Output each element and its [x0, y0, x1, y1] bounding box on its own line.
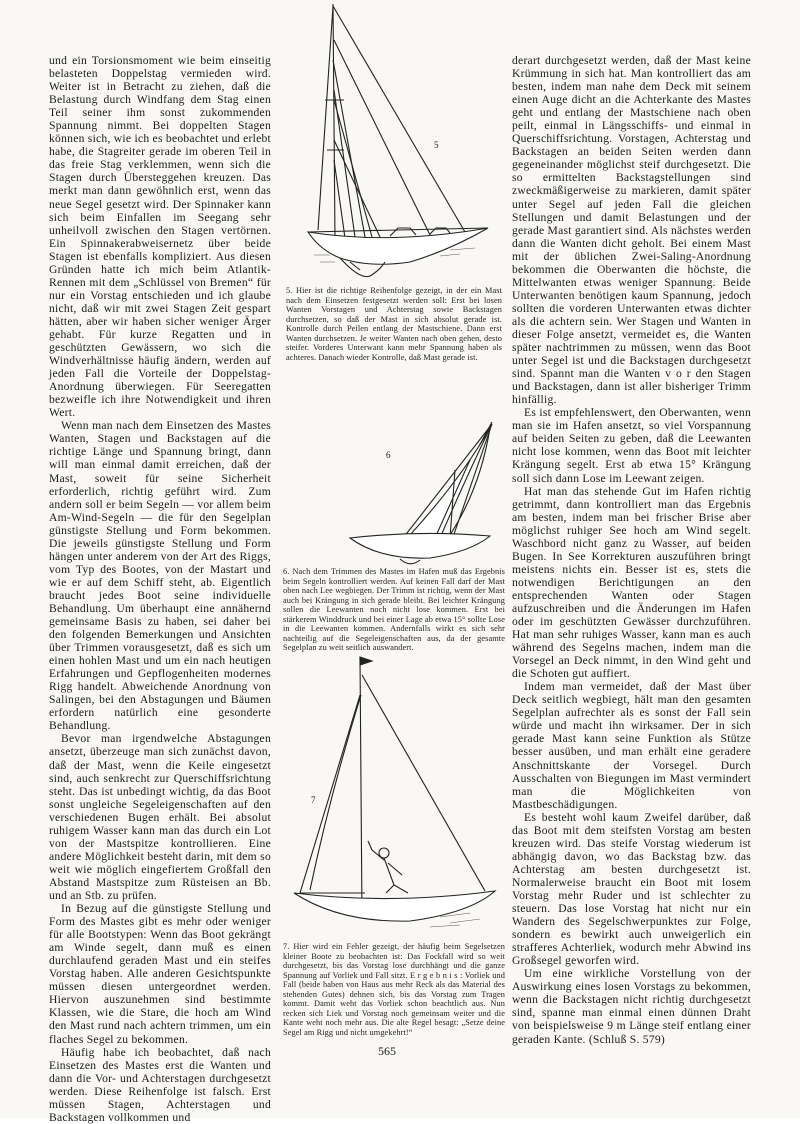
- right-text-column: [512, 54, 751, 1046]
- paragraph: Hat man das stehende Gut im Hafen richtig getrimmt, dann kontrolliert man das Ergebnis am besten, indem man bei frischer Brise aber möglichst ruhiger See hoch am Wind segelt. Waschbord nicht ganz zu Wasser, auf beiden Bugen. In See Korrekturen auszuführen bringt meistens nichts ein. Besser ist es, stets die notwendigen Berichtigungen an den entsprechenden Wanten oder Stagen aufzuschreiben und die Änderungen im Hafen oder im geschützten Gewässer durchzuführen. Hat man sehr ruhiges Wasser, kann man es auch während des Segelns machen, indem man die Vorsegel an Deck nimmt, in den Wind geht und die Schoten gut auffiert.: [512, 484, 751, 681]
- figure-6-caption: 6. Nach dem Trimmen des Mastes im Hafen muß das Ergebnis beim Segeln kontrolliert werden. Auf keinen Fall darf der Mast oben nach Lee wegbiegen. Der Trimm ist richtig, wenn der Mast auch bei Krängung in sich gerade bleibt. Bei leichter Krängung sollen die Leewanten noch nicht lose kommen. Erst bei stärkerem Winddruck und bei einer Lage ab etwa 15° sollte Lose in die Leewanten kommen. Andernfalls wirkt es sich sehr nachteilig auf die Segeleigenschaften aus, da der gesamte Segelplan zu weit seitlich auswandert.: [283, 567, 505, 652]
- figure-7-sailboat-illustration: [290, 655, 500, 935]
- figure-number: 7: [311, 795, 316, 805]
- page-number: 565: [378, 1044, 396, 1058]
- paragraph: Wenn man nach dem Einsetzen des Mastes Wanten, Stagen und Backstagen auf die richtige Länge und Spannung bringt, dann will man einmal damit erreichen, daß der Mast, soweit für seine Sicherheit erforderlich, richtig geführt wird. Zum andern soll er beim Segeln — vor allem beim Am-Wind-Segeln — die für den Segelplan günstigste Stellung und Form bekommen. Die jeweils günstigste Stellung und Form hängen unter anderem von der Art des Riggs, vom Typ des Bootes, von der Mastart und wie er auf dem Schiff steht, ab. Eigentlich braucht jedes Boot seine individuelle Behandlung. Um überhaupt eine annähernd gemeinsame Basis zu haben, sei daher bei den folgenden Bemerkungen und Ansichten über Trimmen vorausgesetzt, daß es sich um einen hohlen Mast und um ein nach heutigen Erfahrungen und Gepflogenheiten modernes Rigg handelt. Abweichende Anordnung von Salingen, bei den Abstagungen und Bäumen erfordern natürlich eine gesonderte Behandlung.: [49, 419, 271, 733]
- figure-number: 6: [386, 450, 391, 460]
- figure-number: 5: [434, 140, 439, 150]
- figure-7-caption: 7. Hier wird ein Fehler gezeigt, der häufig beim Segelsetzen kleiner Boote zu beobachten ist: Das Fockfall wird so weit durchgesetzt, bis das Vorstag lose durchhängt und die ganze Spannung auf Vorliek und Fall sitzt. E r g e b n i s : Vorliek und Fall (beide haben von Haus aus mehr Reck als das Material des stehenden Gutes) dehnen sich, bis das Vorstag zum Tragen kommt. Damit weht das Vorliek schon beachtlich aus. Nun recken sich Liek und Vorstag noch gemeinsam weiter und die Kante weht noch mehr aus. Die alte Regel besagt: „Setze deine Segel am Rigg und nicht umgekehrt!“: [283, 942, 505, 1037]
- paragraph: Es besteht wohl kaum Zweifel darüber, daß das Boot mit dem steifsten Vorstag am besten kreuzen wird. Das steife Vorstag wiederum ist abhängig davon, wo das Backstag bzw. das Achterstag am besten durchgesetzt ist. Normalerweise braucht ein Boot mit losem Vorstag mehr Ruder und ist schlechter zu steuern. Das lose Vorstag hat nicht nur ein Wandern des Segelschwerpunktes zur Folge, sondern es bewirkt auch unweigerlich ein strafferes Achterliek, wodurch mehr Abwind ins Großsegel geworfen wird.: [512, 810, 751, 968]
- paragraph: und ein Torsionsmoment wie beim einseitig belasteten Doppelstag vermieden wird. Weiter ist in Betracht zu ziehen, daß die Belastung durch Windfang dem Stag einen Teil seiner ihm sonst zukommenden Spannung nimmt. Bei doppelten Stagen können sich, wie ich es beobachtet und erlebt habe, die Stagreiter gerade im oberen Teil in das freie Stag verklemmen, wenn sich die Stagen durch Übersteggehen kreuzen. Das merkt man dann gewöhnlich erst, wenn das neue Segel gesetzt wird. Der Spinnaker kann sich beim Einfallen im Seegang sehr unheilvoll zwischen den Stagen vertörnen. Ein Spinnakerabweisernetz über beide Stagen ist ebenfalls kompliziert. Aus diesen Gründen hatte ich mich beim Atlantik-Rennen mit dem „Schlüssel von Bremen“ für nur ein Vorstag entschieden und ich glaube nicht, daß wir mit zwei Stagen Zeit gespart hätten, aber wir haben sicher weniger Ärger gehabt. Für kurze Regatten und in geschützten Gewässern, wo sich die Windverhältnisse häufig ändern, werden auf jeden Fall die Vorteile der Doppelstag-Anordnung überwiegen. Für Seeregatten bezweifle ich ihre Notwendigkeit und ihren Wert.: [49, 54, 271, 420]
- paragraph: Bevor man irgendwelche Abstagungen ansetzt, überzeuge man sich zunächst davon, daß der Mast, wenn die Keile eingesetzt sind, auch senkrecht zur Querschiffsrichtung steht. Das ist unbedingt wichtig, da das Boot sonst ungleiche Segeleigenschaften auf den verschiedenen Bugen erhält. Bei absolut ruhigem Wasser kann man das durch ein Lot von der Mastspitze kontrollieren. Eine andere Möglichkeit besteht darin, mit dem so weit wie möglich eingefiertem Großfall den Abstand Mastspitze zum Rüsteisen an Bb. und an Stb. zu prüfen.: [49, 732, 271, 902]
- figure-5-caption: 5. Hier ist die richtige Reihenfolge gezeigt, in der ein Mast nach dem Einsetzen festgesetzt werden soll: Erst bei losen Wanten Vorstagen und Achterstag sowie Backstagen durchsetzen, so daß der Mast in sich absolut gerade ist. Kontrolle durch Peilen entlang der Mastschiene. Dann erst Wanten durchsetzen. Je weiter Wanten nach oben gehen, desto steifer. Vorderes Unterwant kann mehr Spannung haben als achteres. Danach wieder Kontrolle, daß Mast gerade ist.: [286, 286, 502, 362]
- paragraph: Indem man vermeidet, daß der Mast über Deck seitlich wegbiegt, hält man den gesamten Segelplan aufrechter als es sonst der Fall sein würde und macht ihn wirksamer. Der in sich gerade Mast kann seine Funktion als Stütze besser ausüben, und man erhält eine geradere Anschnittskante der Vorsegel. Durch Ausschalten von Biegungen im Mast vermindert man die Möglichkeiten von Mastbeschädigungen.: [512, 680, 751, 811]
- left-text-column: [49, 54, 271, 1124]
- paragraph: derart durchgesetzt werden, daß der Mast keine Krümmung in sich hat. Man kontrolliert das am besten, indem man nahe dem Deck mit seinem einen Auge dicht an die Achterkante des Mastes geht und entlang der Mastschiene nach oben peilt, einmal in Längsschiffs- und einmal in Querschiffsrichtung. Vorstagen, Achterstag und Backstagen an beiden Seiten werden dann gegeneinander möglichst steif durchgesetzt. Die so ermittelten Backstagstellungen sind zweckmäßigerweise zu markieren, damit später unter Segel auf jeden Fall die gleichen Stellungen und damit Belastungen und der gerade Mast garantiert sind. Als nächstes werden dann die Wanten dicht geholt. Bei einem Mast mit der üblichen Zwei-Saling-Anordnung bekommen die Oberwanten die höchste, die Mittelwanten etwas weniger Spannung. Beide Unterwanten benötigen kaum Spannung, jedoch sollten die vorderen Unterwanten etwas dichter als die achtern sein. Wer Stagen und Wanten in dieser Folge ansetzt, vermeidet es, die Wanten später nachtrimmen zu müssen, wenn das Boot unter Segel ist und die Backstagen durchgesetzt sind. Spannt man die Wanten v o r den Stagen und Backstagen, dann ist aller bisheriger Trimm hinfällig.: [512, 54, 751, 407]
- figure-5-sailboat-illustration: [300, 0, 510, 282]
- paragraph: Häufig habe ich beobachtet, daß nach Einsetzen des Mastes erst die Wanten und dann die Vor- und Achterstagen durchgesetzt werden. Diese Reihenfolge ist falsch. Erst müssen Stagen, Achterstagen und Backstagen vollkommen und: [49, 1045, 271, 1124]
- paragraph: In Bezug auf die günstigste Stellung und Form des Mastes gibt es mehr oder weniger für alle Bootstypen: Wenn das Boot gekrängt am Winde segelt, dann muß es einen durchlaufend geraden Mast und ein steifes Vorstag haben. Alle anderen Gesichtspunkte müssen diesen untergeordnet werden. Hiervon auszunehmen sind bestimmte Klassen, wie die Stare, die hoch am Wind den Mast rund nach achtern trimmen, um ein flaches Segel zu bekommen.: [49, 902, 271, 1046]
- figure-6-sailboat-illustration: [340, 420, 495, 565]
- paragraph: Es ist empfehlenswert, den Oberwanten, wenn man sie im Hafen ansetzt, so viel Vorspannung auf beiden Seiten zu geben, daß die Leewanten nicht lose kommen, wenn das Boot mit leichter Krängung segelt. Erst ab etwa 15° Krängung soll sich dann Lose im Leewant zeigen.: [512, 406, 751, 485]
- paragraph: Um eine wirkliche Vorstellung von der Auswirkung eines losen Vorstags zu bekommen, wenn die Backstagen nicht richtig durchgesetzt sind, spanne man einmal einen dünnen Draht von beispielsweise 9 m Länge steif entlang einer geraden Kante. (Schluß S. 579): [512, 967, 751, 1046]
